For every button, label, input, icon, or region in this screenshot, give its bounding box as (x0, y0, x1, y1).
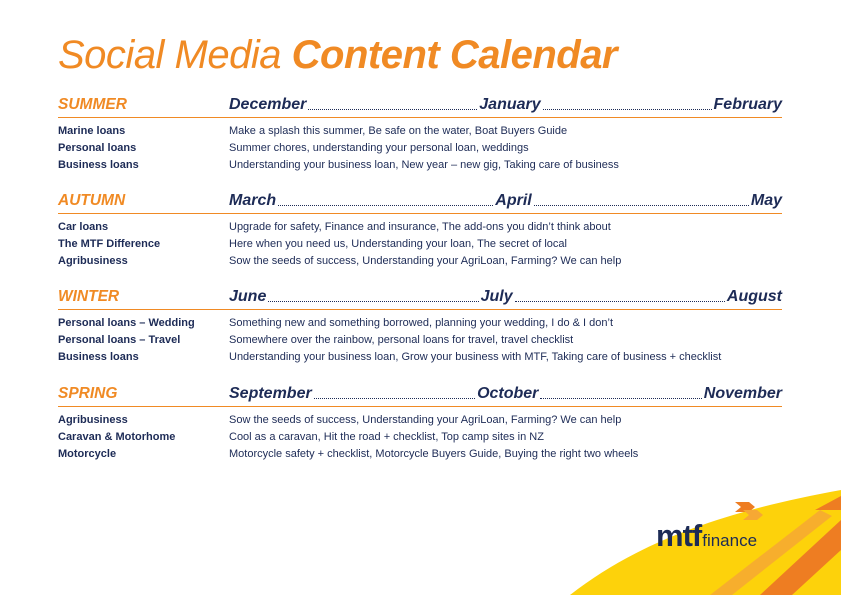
section-header (58, 191, 782, 214)
section-spring (58, 384, 782, 463)
dotted-leader (278, 191, 493, 206)
months-line (229, 384, 782, 406)
section-header (58, 95, 782, 118)
topics-text: Sow the seeds of success, Understanding your AgriLoan, Farming? We can help (229, 414, 622, 426)
product-label: Marine loans (58, 125, 126, 137)
title-bold: Content Calendar (291, 33, 617, 77)
section-rows (58, 315, 782, 366)
months-line (229, 191, 782, 213)
topics-text: Understanding your business loan, Grow your business with MTF, Taking care of business + checklist (229, 351, 722, 363)
month-label: September (229, 385, 312, 402)
dotted-leader (308, 95, 477, 110)
table-row (58, 332, 782, 349)
month-label: July (480, 288, 513, 305)
page-title (58, 29, 617, 81)
product-label: Agribusiness (58, 255, 128, 267)
section-summer (58, 95, 782, 174)
season-label: SUMMER (58, 96, 127, 113)
month-label: June (229, 288, 267, 305)
topics-text: Here when you need us, Understanding your loan, The secret of local (229, 238, 567, 250)
months-line (229, 95, 782, 117)
section-rows (58, 219, 782, 270)
section-autumn (58, 191, 782, 270)
topics-text: Somewhere over the rainbow, personal loans for travel, travel checklist (229, 334, 574, 346)
topics-text: Summer chores, understanding your personal loan, weddings (229, 142, 529, 154)
month-label: November (703, 385, 783, 402)
topics-text: Motorcycle safety + checklist, Motorcycle Buyers Guide, Buying the right two wheels (229, 448, 639, 460)
table-row (58, 253, 782, 270)
month-label: February (713, 96, 782, 113)
product-label: Business loans (58, 351, 139, 363)
section-rows (58, 123, 782, 174)
topics-text: Make a splash this summer, Be safe on the water, Boat Buyers Guide (229, 125, 568, 137)
month-label: March (229, 192, 277, 209)
season-label: AUTUMN (58, 192, 126, 209)
logo-finance-text: finance (702, 531, 758, 550)
product-label: Personal loans – Wedding (58, 317, 195, 329)
product-label: Personal loans – Travel (58, 334, 181, 346)
month-label: August (726, 288, 782, 305)
topics-text: Sow the seeds of success, Understanding your AgriLoan, Farming? We can help (229, 255, 622, 267)
topics-text: Upgrade for safety, Finance and insurance, The add-ons you didn’t think about (229, 221, 611, 233)
dotted-leader (314, 384, 475, 399)
table-row (58, 412, 782, 429)
dotted-leader (268, 287, 478, 302)
table-row (58, 236, 782, 253)
table-row (58, 123, 782, 140)
month-label: January (479, 96, 541, 113)
logo-mtf-text: mtf (656, 518, 702, 553)
dotted-leader (534, 191, 749, 206)
product-label: Motorcycle (58, 448, 117, 460)
dotted-leader (543, 95, 712, 110)
season-label: WINTER (58, 288, 120, 305)
table-row (58, 140, 782, 157)
table-row (58, 315, 782, 332)
dotted-leader (515, 287, 725, 302)
section-winter (58, 287, 782, 366)
product-label: Caravan & Motorhome (58, 431, 176, 443)
title-light: Social Media (58, 33, 282, 77)
month-label: April (495, 192, 532, 209)
product-label: The MTF Difference (58, 238, 161, 250)
month-label: December (229, 96, 307, 113)
season-label: SPRING (58, 385, 118, 402)
table-row (58, 429, 782, 446)
product-label: Car loans (58, 221, 109, 233)
table-row (58, 157, 782, 174)
dotted-leader (540, 384, 701, 399)
section-rows (58, 412, 782, 463)
section-header (58, 384, 782, 407)
product-label: Agribusiness (58, 414, 128, 426)
product-label: Business loans (58, 159, 139, 171)
topics-text: Cool as a caravan, Hit the road + checklist, Top camp sites in NZ (229, 431, 544, 443)
table-row (58, 219, 782, 236)
mtf-finance-logo (656, 518, 758, 553)
topics-text: Understanding your business loan, New year – new gig, Taking care of business (229, 159, 619, 171)
product-label: Personal loans (58, 142, 137, 154)
months-line (229, 287, 782, 309)
table-row (58, 446, 782, 463)
table-row (58, 349, 782, 366)
month-label: May (750, 192, 783, 209)
section-header (58, 287, 782, 310)
topics-text: Something new and something borrowed, planning your wedding, I do & I don’t (229, 317, 614, 329)
month-label: October (477, 385, 539, 402)
